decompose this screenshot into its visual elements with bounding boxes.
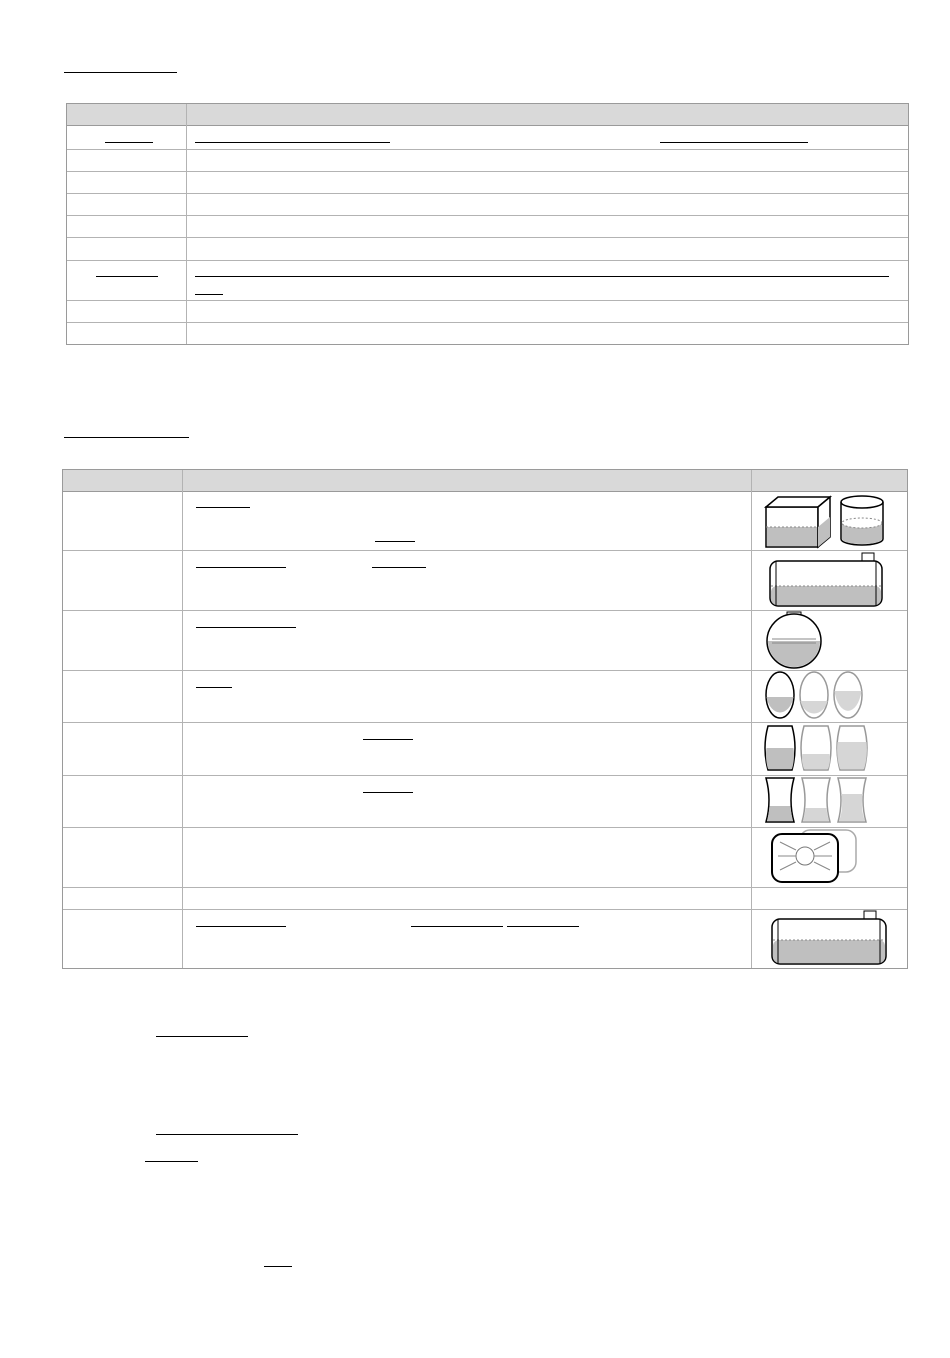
horizontal-cylinder-tank-icon (764, 552, 888, 608)
section1-heading (64, 72, 177, 73)
row-9-link-2[interactable] (411, 926, 503, 927)
barrel-tanks-icon (764, 724, 872, 772)
ellipsoid-tanks-icon (764, 671, 866, 721)
table-row (67, 215, 908, 216)
table-1-header-row (67, 104, 908, 126)
table-1-column-divider (186, 104, 187, 344)
table-2-header-row (63, 470, 907, 492)
hourglass-tanks-icon (764, 776, 872, 824)
row-7-term-link[interactable] (96, 276, 158, 277)
row-1-description-link[interactable] (195, 142, 390, 143)
row-1-link-2[interactable] (375, 541, 415, 542)
row-1-link[interactable] (196, 507, 250, 508)
table-row (63, 550, 907, 551)
row-7-description-link[interactable] (195, 276, 889, 277)
row-9-link-3[interactable] (507, 926, 579, 927)
row-2-link[interactable] (196, 567, 286, 568)
row-5-link[interactable] (363, 739, 413, 740)
table-row (67, 193, 908, 194)
table-row (67, 300, 908, 301)
row-1-term-link[interactable] (105, 142, 153, 143)
spherical-tank-icon (764, 611, 826, 669)
body-link-2[interactable] (156, 1134, 298, 1135)
table-row (63, 887, 907, 888)
table-row (67, 149, 908, 150)
rectangular-and-cylinder-tank-icon (762, 493, 892, 549)
row-4-link[interactable] (196, 687, 232, 688)
row-1-description-link-2[interactable] (660, 142, 808, 143)
row-3-link[interactable] (196, 627, 296, 628)
body-link-3[interactable] (145, 1161, 198, 1162)
row-2-link-2[interactable] (372, 567, 426, 568)
body-link-4[interactable] (264, 1266, 292, 1267)
table-row (67, 237, 908, 238)
horizontal-cylinder-tank-icon (768, 910, 892, 966)
horizontal-capsule-tank-icon (770, 828, 862, 886)
row-6-link[interactable] (363, 792, 413, 793)
body-link-1[interactable] (156, 1036, 248, 1037)
row-9-link[interactable] (196, 926, 286, 927)
table-row (63, 722, 907, 723)
table-row (67, 322, 908, 323)
table-2-column-divider-2 (751, 470, 752, 968)
section2-heading (64, 437, 189, 438)
row-7-description-link-2[interactable] (195, 294, 223, 295)
table-row (67, 171, 908, 172)
table-2-column-divider-1 (182, 470, 183, 968)
table-row (67, 260, 908, 261)
table-1 (66, 103, 909, 345)
